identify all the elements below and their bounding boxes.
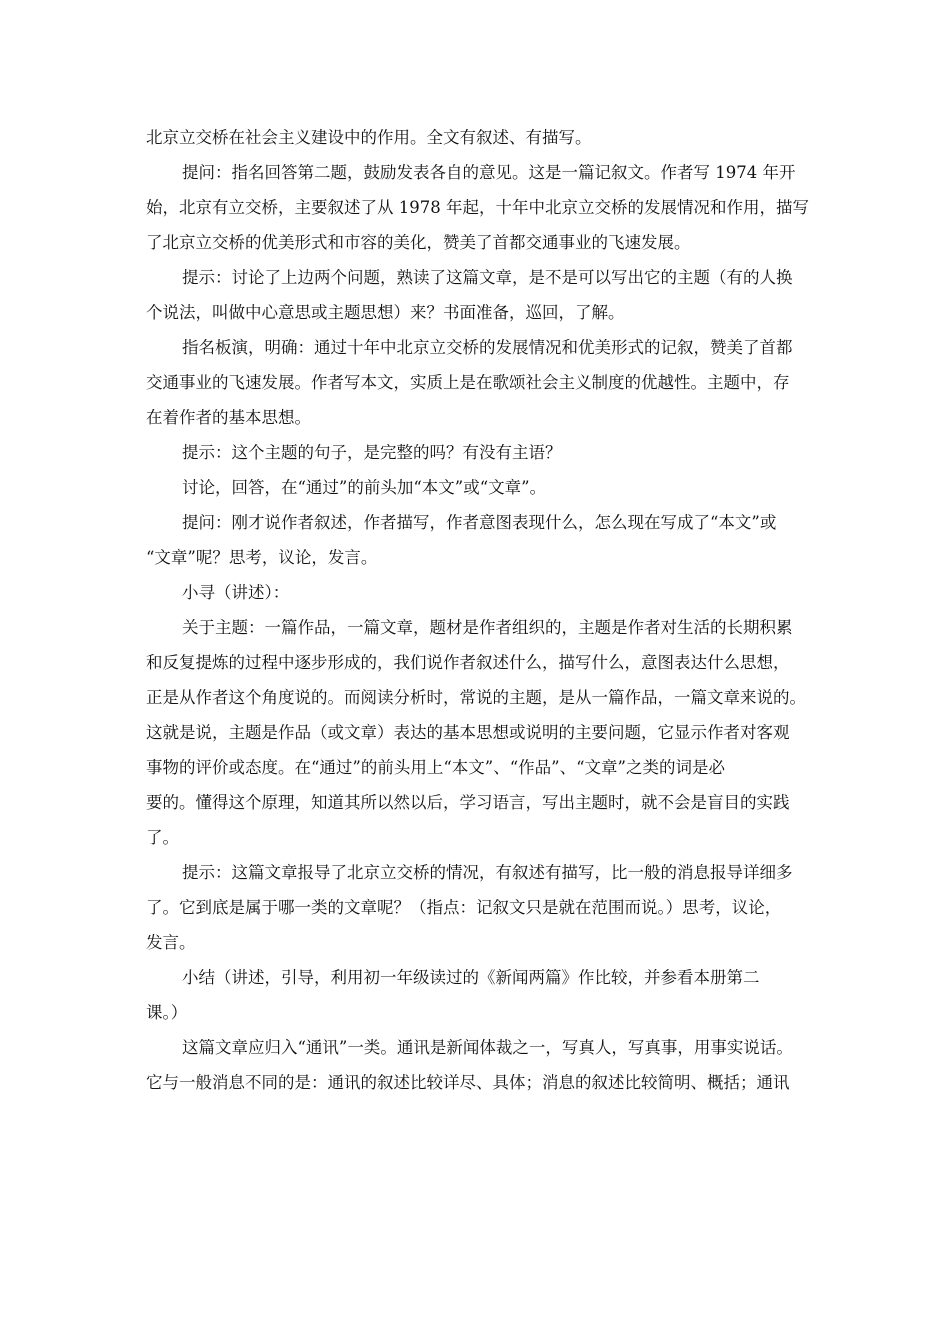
text-line: 北京立交桥在社会主义建设中的作用。全文有叙述、有描写。 bbox=[146, 128, 592, 147]
text-line: 提问：指名回答第二题，鼓励发表各自的意见。这是一篇记叙文。作者写 1974 年开 bbox=[182, 163, 796, 182]
text-line: 发言。 bbox=[146, 933, 196, 952]
text-line: 这篇文章应归入“通讯”一类。通讯是新闻体裁之一，写真人，写真事，用事实说话。 bbox=[182, 1038, 793, 1057]
text-line: 指名板演，明确：通过十年中北京立交桥的发展情况和优美形式的记叙，赞美了首都 bbox=[182, 338, 793, 357]
text-line: 事物的评价或态度。在“通过”的前头用上“本文”、“作品”、“文章”之类的词是必 bbox=[146, 758, 725, 777]
text-line: 始，北京有立交桥，主要叙述了从 1978 年起，十年中北京立交桥的发展情况和作用，描写 bbox=[146, 198, 809, 217]
text-line: 提示：这个主题的句子，是完整的吗？有没有主语？ bbox=[182, 443, 562, 462]
text-line: 这就是说，主题是作品（或文章）表达的基本思想或说明的主要问题，它显示作者对客观 bbox=[146, 723, 790, 742]
text-line: 小寻（讲述）： bbox=[182, 583, 290, 602]
text-line: 交通事业的飞速发展。作者写本文，实质上是在歌颂社会主义制度的优越性。主题中，存 bbox=[146, 373, 790, 392]
text-line: 了。它到底是属于哪一类的文章呢？（指点：记叙文只是就在范围而说。）思考，议论， bbox=[146, 898, 782, 917]
text-line: 要的。懂得这个原理，知道其所以然以后，学习语言，写出主题时，就不会是盲目的实践 bbox=[146, 793, 790, 812]
text-line: “文章”呢？思考，议论，发言。 bbox=[146, 548, 378, 567]
text-line: 它与一般消息不同的是：通讯的叙述比较详尽、具体；消息的叙述比较简明、概括；通讯 bbox=[146, 1073, 790, 1092]
text-line: 了。 bbox=[146, 828, 179, 847]
text-line: 提示：这篇文章报导了北京立交桥的情况，有叙述有描写，比一般的消息报导详细多 bbox=[182, 863, 793, 882]
text-line: 关于主题：一篇作品，一篇文章，题材是作者组织的，主题是作者对生活的长期积累 bbox=[182, 618, 793, 637]
text-line: 讨论，回答，在“通过”的前头加“本文”或“文章”。 bbox=[182, 478, 547, 497]
text-line: 了北京立交桥的优美形式和市容的美化，赞美了首都交通事业的飞速发展。 bbox=[146, 233, 691, 252]
text-line: 课。） bbox=[146, 1003, 188, 1022]
text-line: 正是从作者这个角度说的。而阅读分析时，常说的主题，是从一篇作品，一篇文章来说的。 bbox=[146, 688, 806, 707]
text-line: 个说法，叫做中心意思或主题思想）来？书面准备，巡回，了解。 bbox=[146, 303, 625, 322]
text-line: 在着作者的基本思想。 bbox=[146, 408, 311, 427]
text-line: 提问：刚才说作者叙述，作者描写，作者意图表现什么，怎么现在写成了“本文”或 bbox=[182, 513, 777, 532]
text-line: 提示：讨论了上边两个问题，熟读了这篇文章，是不是可以写出它的主题（有的人换 bbox=[182, 268, 793, 287]
text-line: 小结（讲述，引导，利用初一年级读过的《新闻两篇》作比较，并参看本册第二 bbox=[182, 968, 760, 987]
body-text bbox=[146, 120, 814, 1100]
text-line: 和反复提炼的过程中逐步形成的，我们说作者叙述什么，描写什么，意图表达什么思想， bbox=[146, 653, 790, 672]
